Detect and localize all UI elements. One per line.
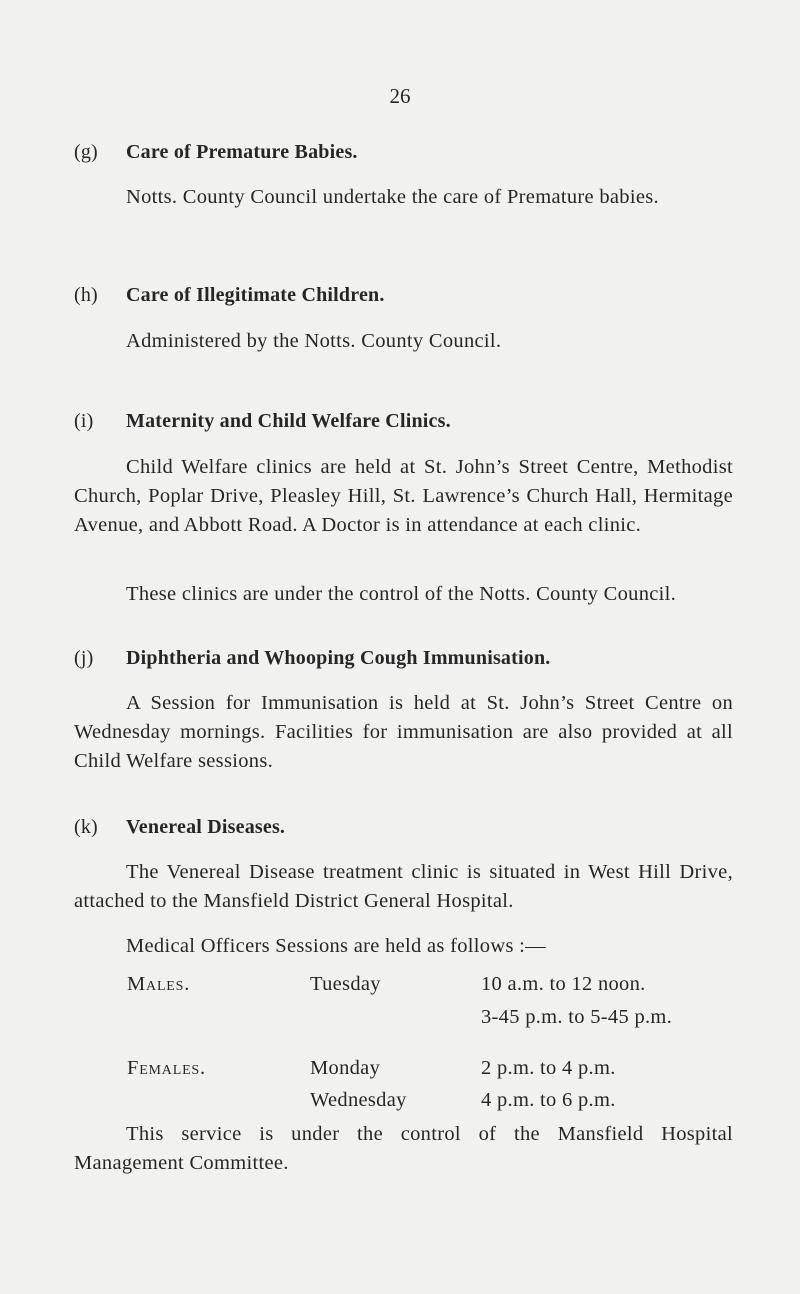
paragraph-clinics-control: These clinics are under the control of the Notts. County Council.: [126, 583, 677, 605]
section-title-g: Care of Premature Babies.: [126, 141, 358, 163]
paragraph-hospital-management: This service is under the control of the Mansfield Hospital Management Committee.: [74, 1123, 733, 1174]
paragraph-illegitimate-children: Administered by the Notts. County Council.: [126, 330, 502, 352]
section-title-j: Diphtheria and Whooping Cough Immunisation.: [126, 647, 551, 669]
schedule-females-day-1: Monday: [310, 1057, 381, 1079]
schedule-females-day-2: Wednesday: [310, 1089, 407, 1111]
heading-illegitimate-children: [74, 284, 385, 307]
section-letter-i: (i): [74, 410, 94, 432]
paragraph-venereal-clinic: The Venereal Disease treatment clinic is situated in West Hill Drive, attached to the Mansfield District General Hospital.: [74, 861, 733, 912]
section-letter-h: (h): [74, 284, 98, 306]
section-letter-g: (g): [74, 141, 98, 163]
schedule-females-time-2: 4 p.m. to 6 p.m.: [481, 1089, 616, 1111]
section-title-h: Care of Illegitimate Children.: [126, 284, 385, 306]
heading-maternity-child-welfare: [74, 410, 451, 433]
schedule-males-label: Males.: [127, 973, 191, 995]
heading-venereal-diseases: [74, 816, 285, 839]
paragraph-welfare-clinics: Child Welfare clinics are held at St. John’s Street Centre, Methodist Church, Poplar Drive, Pleasley Hill, St. Lawrence’s Church Hall, Hermitage Avenue, and Abbott Road. A Doctor is in attendance at each clinic.: [74, 456, 733, 536]
page-number: 26: [389, 84, 411, 108]
schedule-males-time-1: 10 a.m. to 12 noon.: [481, 973, 646, 995]
paragraph-immunisation: A Session for Immunisation is held at St. John’s Street Centre on Wednesday mornings. Facilities for immunisation are also provided at all Child Welfare sessions.: [74, 692, 733, 772]
schedule-females-label: Females.: [127, 1057, 206, 1079]
section-letter-k: (k): [74, 816, 98, 838]
section-letter-j: (j): [74, 647, 94, 669]
schedule-males-day: Tuesday: [310, 973, 381, 995]
heading-premature-babies: [74, 141, 358, 164]
paragraph-sessions-intro: Medical Officers Sessions are held as follows :—: [126, 935, 546, 957]
schedule-females-time-1: 2 p.m. to 4 p.m.: [481, 1057, 616, 1079]
section-title-k: Venereal Diseases.: [126, 816, 286, 838]
paragraph-premature-babies: Notts. County Council undertake the care of Premature babies.: [126, 186, 659, 208]
schedule-males-time-2: 3-45 p.m. to 5-45 p.m.: [481, 1006, 673, 1028]
section-title-i: Maternity and Child Welfare Clinics.: [126, 410, 451, 432]
heading-immunisation: [74, 647, 550, 670]
